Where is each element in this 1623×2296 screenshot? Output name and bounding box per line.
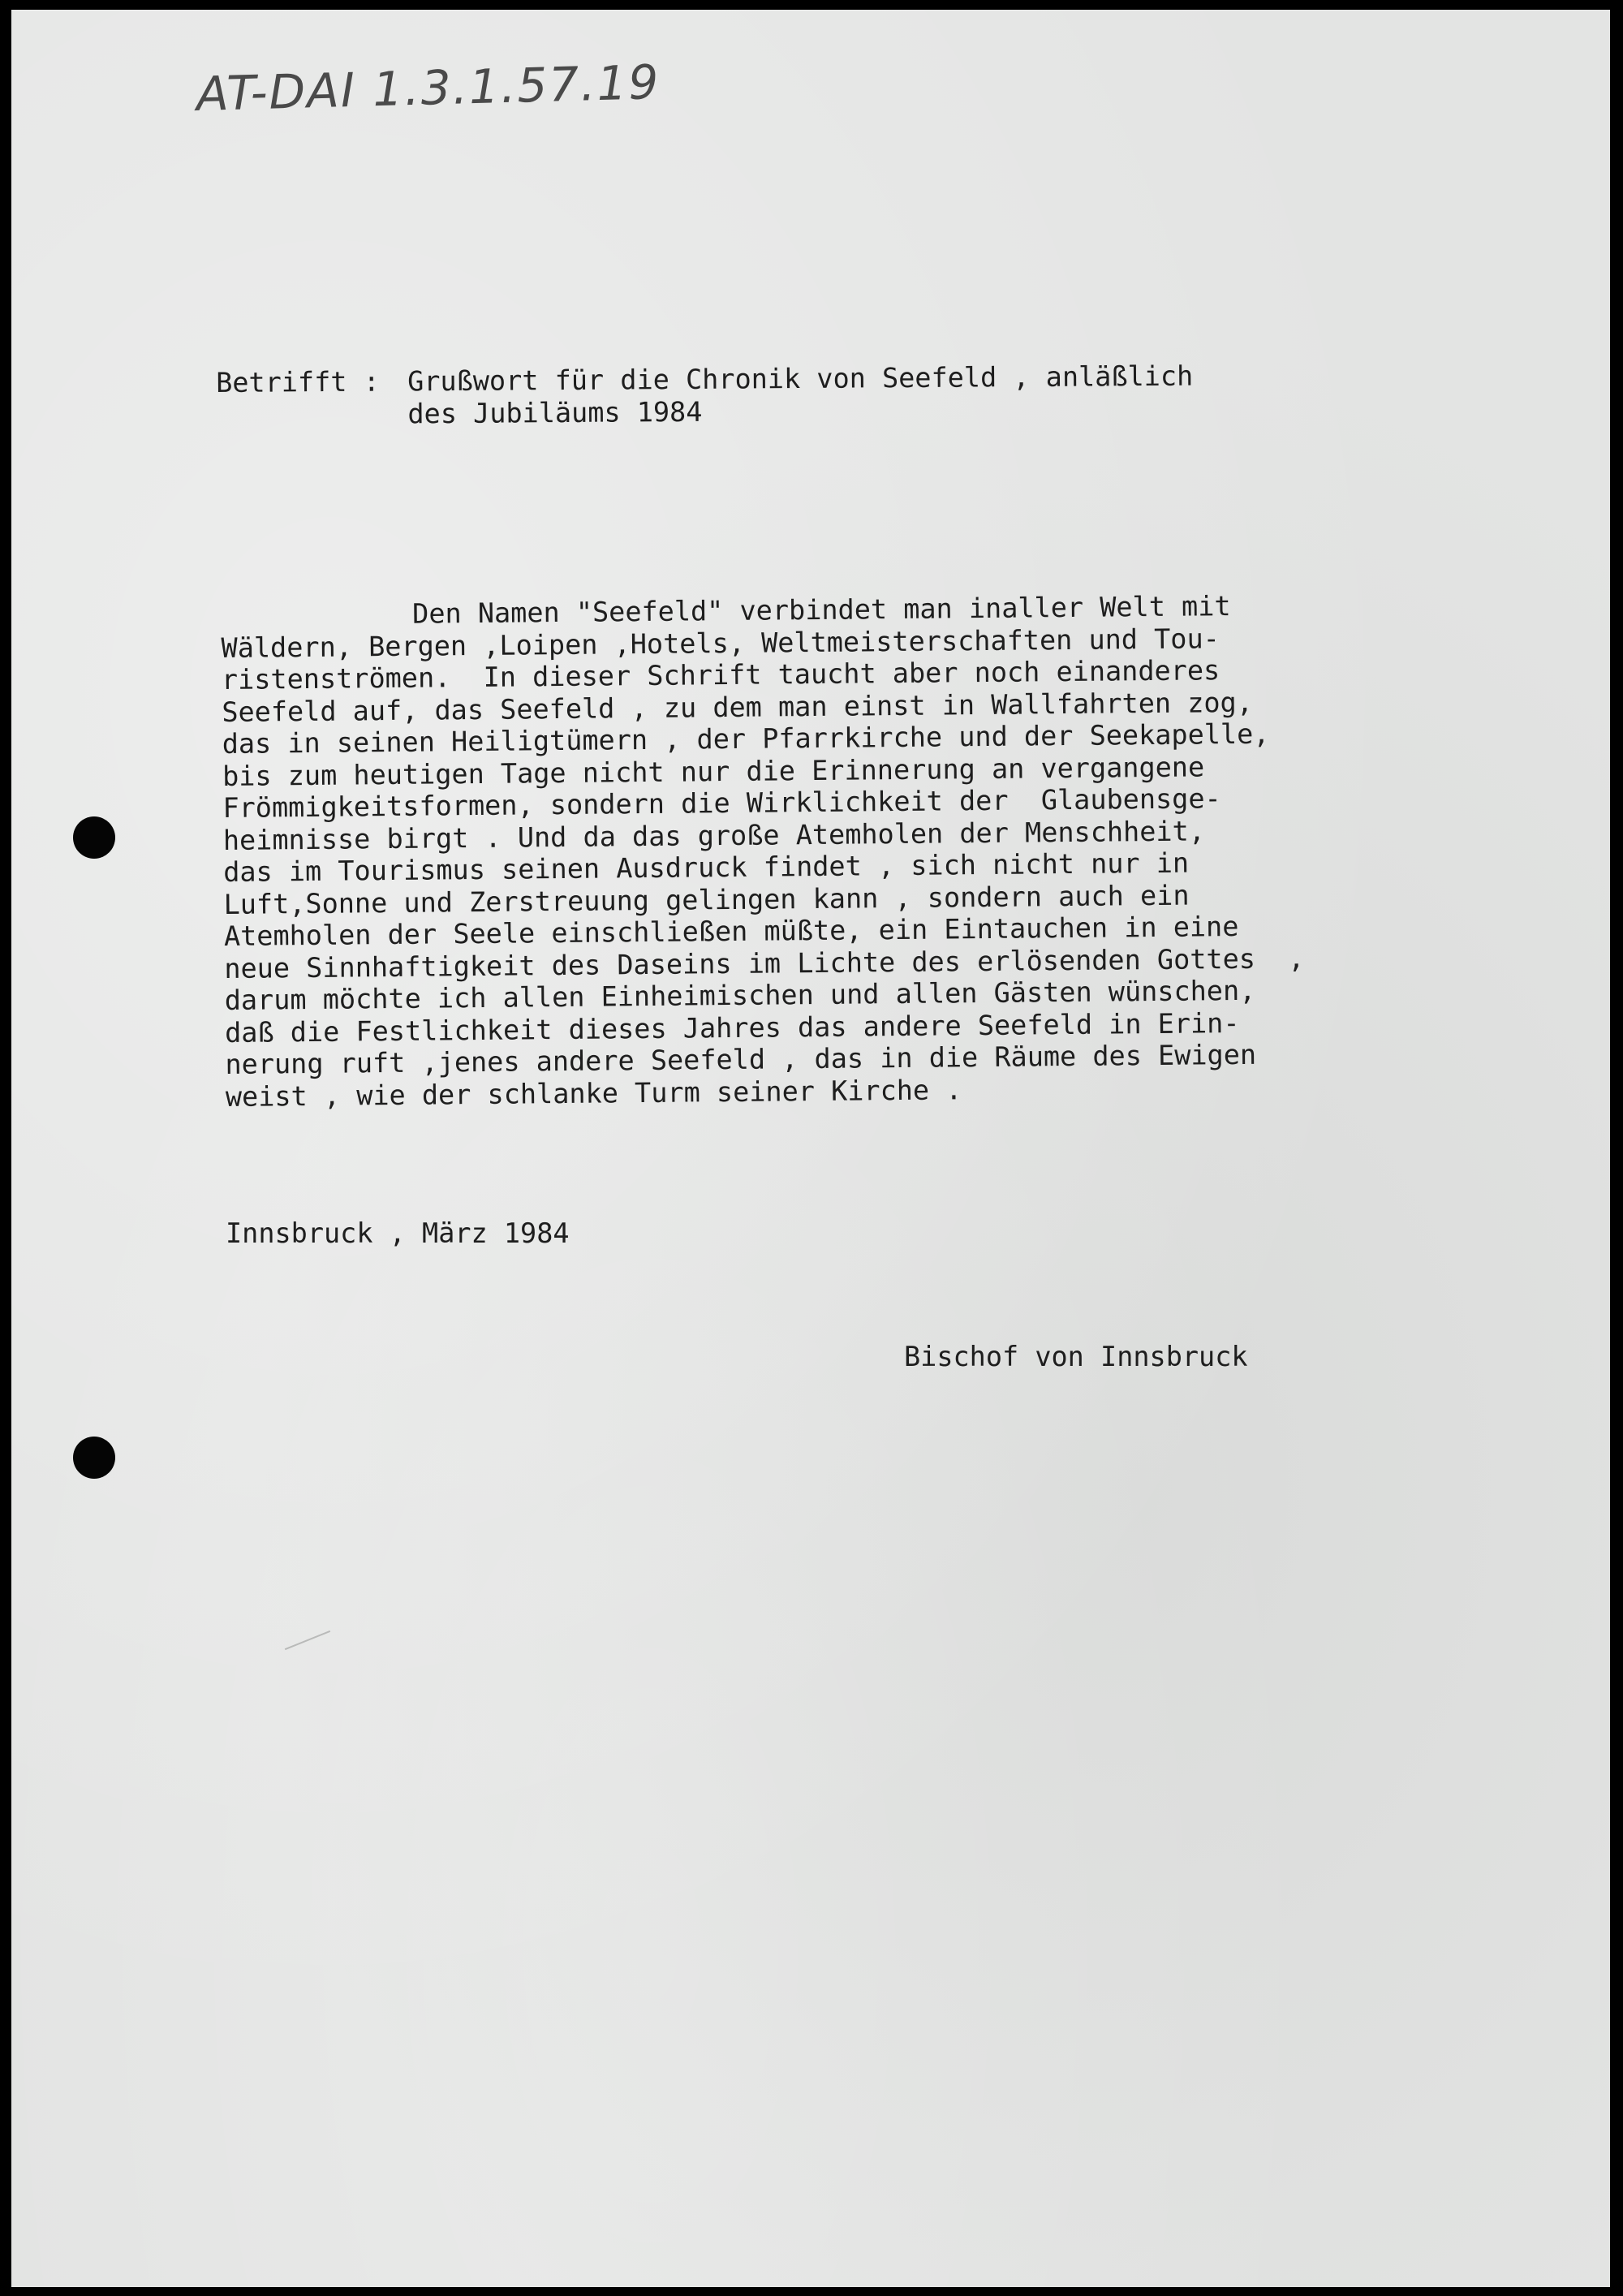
paper-mark: [285, 1630, 330, 1650]
body-line: Wäldern, Bergen ,Loipen ,Hotels, Weltmeisterschaften und Tou-: [221, 622, 1220, 664]
letter-body: [221, 589, 1306, 1113]
body-line: nerung ruft ,jenes andere Seefeld , das in die Räume des Ewigen: [225, 1038, 1257, 1080]
body-line: bis zum heutigen Tage nicht nur die Erinnerung an vergangene: [222, 750, 1205, 792]
body-line: ristenströmen. In dieser Schrift taucht aber noch einanderes: [221, 654, 1220, 696]
body-line: Seefeld auf, das Seefeld , zu dem man einst in Wallfahrten zog,: [222, 686, 1254, 728]
punch-hole-top: [73, 816, 115, 859]
body-line: Luft,Sonne und Zerstreuung gelingen kann , sondern auch ein: [223, 879, 1190, 920]
body-line: darum möchte ich allen Einheimischen und allen Gästen wünschen,: [224, 974, 1256, 1016]
body-line: daß die Festlichkeit dieses Jahres das andere Seefeld in Erin-: [224, 1006, 1240, 1049]
body-line: weist , wie der schlanke Turm seiner Kirche .: [225, 1073, 962, 1113]
body-line: Den Namen "Seefeld" verbindet man inaller Welt mit: [411, 590, 1231, 630]
punch-hole-bottom: [73, 1437, 115, 1479]
subject-line-2: des Jubiläums 1984: [407, 395, 703, 429]
archive-reference-handwritten: AT-DAI 1.3.1.57.19: [196, 54, 661, 122]
body-line: heimnisse birgt . Und da das große Atemholen der Menschheit,: [222, 814, 1206, 856]
body-line: neue Sinnhaftigkeit des Daseins im Lichte des erlösenden Gottes ,: [224, 941, 1305, 984]
place-and-date: Innsbruck , März 1984: [226, 1217, 570, 1249]
body-line: Atemholen der Seele einschließen müßte, ein Eintauchen in eine: [223, 910, 1239, 952]
subject-label: Betrifft :: [216, 365, 380, 398]
body-line: das in seinen Heiligtümern , der Pfarrkirche und der Seekapelle,: [222, 717, 1270, 760]
document-page: [11, 10, 1610, 2287]
subject-line-1: Grußwort für die Chronik von Seefeld , anläßlich: [407, 360, 1194, 398]
body-line: das im Tourismus seinen Ausdruck findet , sich nicht nur in: [223, 846, 1190, 888]
subject-block: [216, 360, 1194, 431]
signature-line: Bischof von Innsbruck: [904, 1341, 1248, 1372]
body-line: Frömmigkeitsformen, sondern die Wirklichkeit der Glaubensge-: [222, 782, 1221, 824]
